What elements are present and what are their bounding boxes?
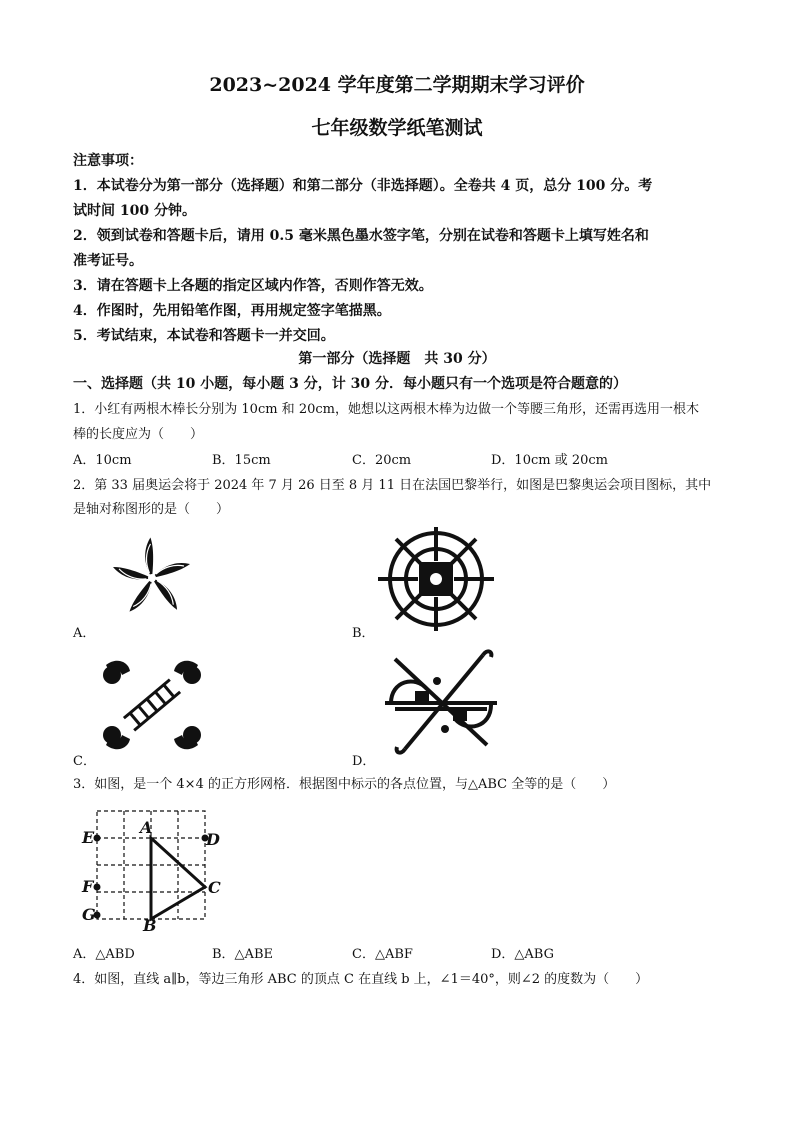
q1-option-c: C．20cm	[352, 453, 412, 468]
exam-title: 2023~2024 学年度第二学期期末学习评价	[209, 74, 585, 96]
point-a-label: A	[140, 818, 153, 837]
q3-option-d: D．△ABG	[491, 947, 554, 962]
q2-stem-line2: 是轴对称图形的是（ ）	[73, 502, 230, 517]
point-f-label: F	[82, 877, 94, 896]
note-line-4: 准考证号。	[73, 253, 143, 269]
q1-option-d: D．10cm 或 20cm	[491, 453, 608, 468]
note-line-5: 3．请在答题卡上各题的指定区域内作答，否则作答无效。	[73, 278, 433, 294]
q3-option-a: A．△ABD	[73, 947, 135, 962]
note-line-3: 2．领到试卷和答题卡后，请用 0.5 毫米黑色墨水签字笔，分别在试卷和答题卡上填写姓名和	[73, 228, 649, 244]
q2-label-c: C．	[73, 754, 96, 769]
q3-stem: 3．如图，是一个 4×4 的正方形网格．根据图中标示的各点位置，与△ABC 全等的是（ ）	[73, 777, 616, 792]
exam-subtitle: 七年级数学纸笔测试	[311, 117, 483, 139]
gymnastics-icon	[95, 650, 210, 760]
canoe-slalom-icon	[375, 645, 507, 763]
note-line-6: 4．作图时，先用铅笔作图，再用规定签字笔描黑。	[73, 303, 391, 319]
section-heading: 一、选择题（共 10 小题，每小题 3 分，计 30 分．每小题只有一个选项是符合题意的）	[73, 376, 627, 392]
note-line-7: 5．考试结束，本试卷和答题卡一并交回。	[73, 328, 335, 344]
q4-stem: 4．如图，直线 a∥b，等边三角形 ABC 的顶点 C 在直线 b 上，∠1＝40°，则∠2 的度数为（ ）	[73, 972, 649, 987]
point-e-label: E	[82, 828, 95, 847]
q1-option-a: A．10cm	[73, 453, 132, 468]
point-c-label: C	[208, 878, 221, 897]
q1-stem-line2: 棒的长度应为（ ）	[73, 427, 204, 442]
q3-option-b: B．△ABE	[212, 947, 273, 962]
q2-stem-line1: 2．第 33 届奥运会将于 2024 年 7 月 26 日至 8 月 11 日在法国巴黎举行，如图是巴黎奥运会项目图标，其中	[73, 478, 712, 493]
note-line-1: 1．本试卷分为第一部分（选择题）和第二部分（非选择题）。全卷共 4 页，总分 100 分。考	[73, 178, 653, 194]
q2-label-b: B．	[352, 626, 375, 641]
point-g-label: G	[82, 905, 96, 924]
q1-stem-line1: 1．小红有两根木棒长分别为 10cm 和 20cm，她想以这两根木棒为边做一个等腰三角形，还需再选用一根木	[73, 402, 699, 417]
part1-title: 第一部分（选择题 共 30 分）	[298, 351, 496, 367]
q3-option-c: C．△ABF	[352, 947, 413, 962]
q2-label-d: D．	[352, 754, 376, 769]
q2-label-a: A．	[73, 626, 96, 641]
q1-option-b: B．15cm	[212, 453, 271, 468]
note-line-2: 试时间 100 分钟。	[73, 203, 196, 219]
target-icon	[375, 525, 497, 633]
point-b-label: B	[143, 916, 157, 935]
point-d-label: D	[206, 830, 220, 849]
pinwheel-icon	[95, 528, 210, 628]
notes-heading: 注意事项：	[73, 153, 143, 169]
